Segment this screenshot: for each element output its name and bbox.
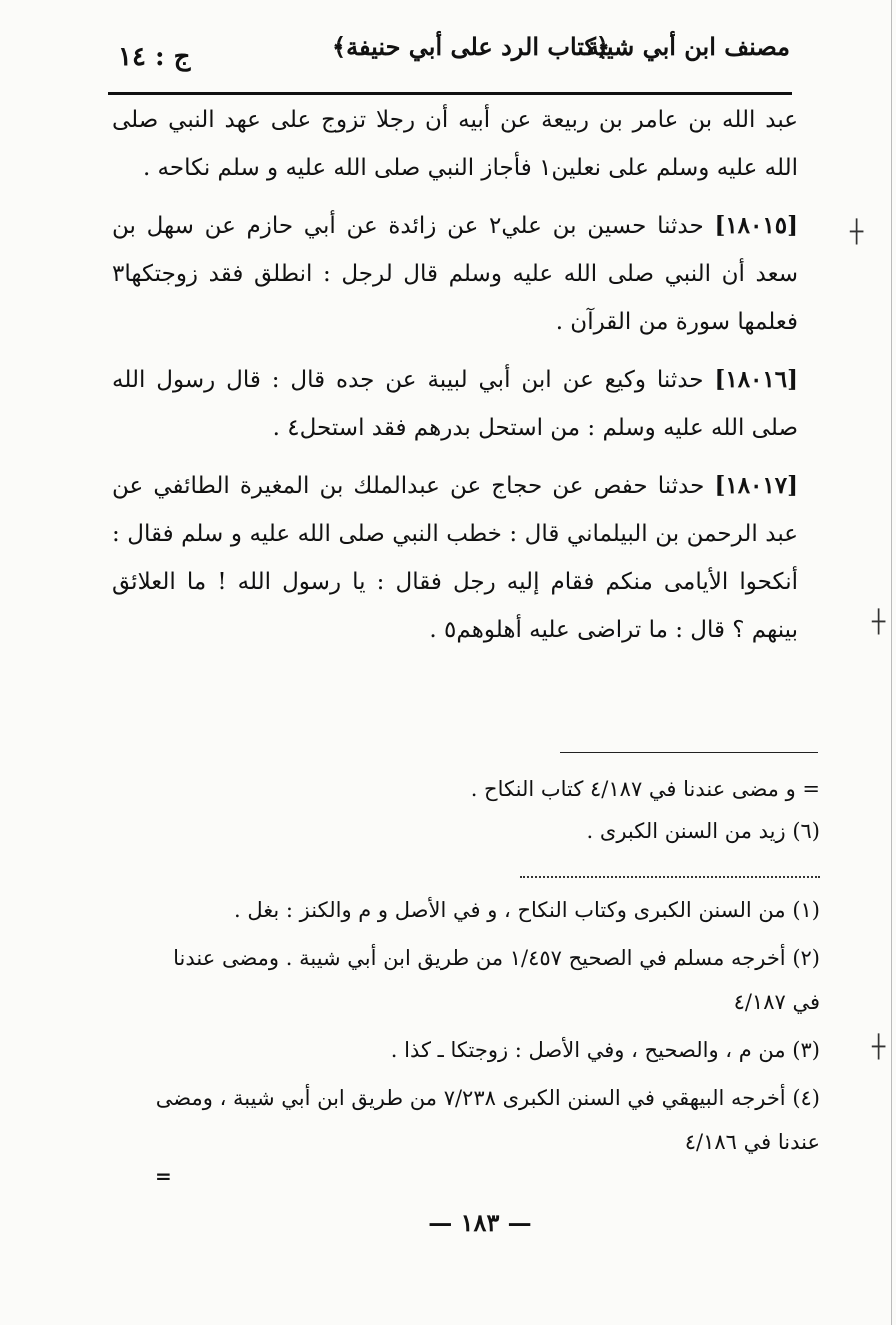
running-header [110,20,790,80]
hadith-18017 [112,462,798,654]
main-text [112,96,798,660]
continuation-mark: = [155,1164,172,1188]
hadith-18016 [112,356,798,452]
book-title: مصنف ابن أبي شيبة [586,32,790,61]
footnote-1: (١) من السنن الكبرى وكتاب النكاح ، و في الأصل و م والكنز : بغل . [234,898,820,922]
hadith-number: [١٨٠١٥] [714,212,798,239]
hadith-text: حدثنا حسين بن علي٢ عن زائدة عن أبي حازم عن سهل بن سعد أن النبي صلى الله عليه وسلم قال لرجل : انطلق فقد زوجتكها٣ فعلمها سورة من القرآن . [112,213,798,335]
registration-mark-icon: ┼ [850,220,864,245]
hadith-text: حدثنا وكيع عن ابن أبي لبيبة عن جده قال : قال رسول الله صلى الله عليه وسلم : من استحل بدرهم فقد استحل٤ . [112,367,798,441]
registration-mark-icon: ┼ [872,1035,886,1060]
hadith-number: [١٨٠١٦] [714,366,799,393]
chapter-title: ﴿كتاب الرد على أبي حنيفة﴾ [332,32,610,61]
note-6: (٦) زيد من السنن الكبرى . [586,819,820,843]
registration-mark-icon: ┼ [872,610,886,635]
hadith-text: حدثنا حفص عن حجاج عن عبدالملك بن المغيرة الطائفي عن عبد الرحمن بن البيلماني قال : خطب النبي صلى الله عليه و سلم فقال : أنكحوا الأيامى منكم فقام إليه رجل فقال : يا رسول الله ! ما العلائق بينهم ؟ قال : ما تراضى عليه أهلوهم٥ . [112,473,798,643]
scan-edge [891,0,892,1325]
continued-notes [300,768,820,852]
footnotes [150,888,820,1168]
footnote-3: (٣) من م ، والصحيح ، وفي الأصل : زوجتكا ـ كذا . [390,1038,820,1062]
paragraph-continuation: عبد الله بن عامر بن ربيعة عن أبيه أن رجلا تزوج على عهد النبي صلى الله عليه وسلم على نعلين١ فأجاز النبي صلى الله عليه و سلم نكاحه . [112,107,798,181]
page-number: — ١٨٣ — [428,1208,532,1237]
note-continuation: = و مضى عندنا في ٤/١٨٧ كتاب النكاح . [470,777,820,801]
hadith-18015 [112,202,798,346]
volume-number: ج : ١٤ [118,42,191,72]
footnote-rule [560,752,818,753]
footnote-4: (٤) أخرجه البيهقي في السنن الكبرى ٧/٢٣٨ من طريق ابن أبي شيبة ، ومضى عندنا في ٤/١٨٦ [155,1086,820,1154]
footnote-separator [520,876,820,878]
hadith-number: [١٨٠١٧] [714,472,799,499]
header-rule [108,92,792,95]
footnote-2: (٢) أخرجه مسلم في الصحيح ١/٤٥٧ من طريق ابن أبي شيبة . ومضى عندنا في ٤/١٨٧ [173,946,820,1014]
